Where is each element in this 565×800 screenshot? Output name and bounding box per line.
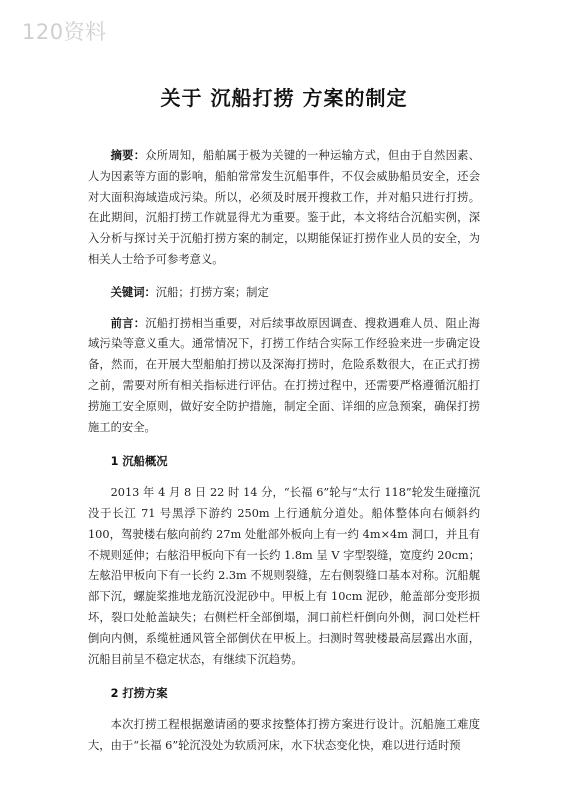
- watermark: 120资料: [22, 20, 107, 44]
- document-body: [88, 84, 480, 771]
- section-paragraph: 2013 年 4 月 8 日 22 时 14 分，“长福 6”轮与“太行 118”轮发生碰撞沉没于长江 71 号黑浮下游约 250m 上行通航分道处。船体整体向右倾斜约 100，驾驶楼右舷向前约 27m 处舭部外板向上有一约 4m×4m 洞口，并且有不规则延伸；右舷沿甲板向下有一长约 1.8m 呈 V 字型裂缝，宽度约 20cm；左舷沿甲板向下有一长约 2.3m 不规则裂缝，左右侧裂缝口基本对称。沉船艉部下沉，螺旋桨推地龙筋沉没泥砂中。甲板上有 10cm 泥砂，舱盖部分变形损坏，裂口处舱盖缺失；右侧栏杆全部倒塌，洞口前栏杆倒向外侧，洞口处栏杆倒向内侧，系缆桩通风管全部倒伏在甲板上。扫测时驾驶楼最高层露出水面，沉船目前呈不稳定状态，有继续下沉趋势。: [88, 486, 480, 666]
- keywords-label: 关键词：: [110, 285, 156, 299]
- section-heading: 1 沉船概况: [110, 455, 168, 469]
- intro-paragraph: [88, 314, 480, 439]
- abstract-label: 摘要：: [110, 149, 146, 162]
- keywords-text: 沉船；打捞方案；制定: [155, 285, 269, 299]
- intro-label: 前言：: [110, 316, 146, 330]
- abstract-paragraph: [88, 146, 480, 271]
- abstract-text: 众所周知，船舶属于极为关键的一种运输方式，但由于自然因素、人为因素等方面的影响，船舶常常发生沉船事件，不仅会威胁船员安全，还会对大面积海域造成污染。所以，必须及时展开搜救工作，并对船只进行打捞。在此期间，沉船打捞工作就显得尤为重要。鉴于此，本文将结合沉船实例，深入分析与探讨关于沉船打捞方案的制定，以期能保证打捞作业人员的安全，为相关人士给予可参考意义。: [88, 149, 480, 266]
- section-paragraph: 本次打捞工程根据邀请函的要求按整体打捞方案进行设计。沉船施工难度大，由于“长福 6”轮沉没处为软质河床，水下状态变化快，难以进行适时预: [88, 718, 480, 752]
- section-heading: 2 打捞方案: [110, 687, 168, 701]
- document-title: 关于 沉船打捞 方案的制定: [160, 86, 408, 110]
- keywords-paragraph: [88, 283, 480, 304]
- intro-text: 沉船打捞相当重要，对后续事故原因调查、搜救遇难人员、阻止海域污染等意义重大。通常情况下，打捞工作结合实际工作经验来进一步确定设备，然而，在开展大型船舶打捞以及深海打捞时，危险系数很大，在正式打捞之前，需要对所有相关指标进行评估。在打捞过程中，还需要严格遵循沉船打捞施工安全原则，做好安全防护措施，制定全面、详细的应急预案，确保打捞施工的安全。: [88, 316, 480, 434]
